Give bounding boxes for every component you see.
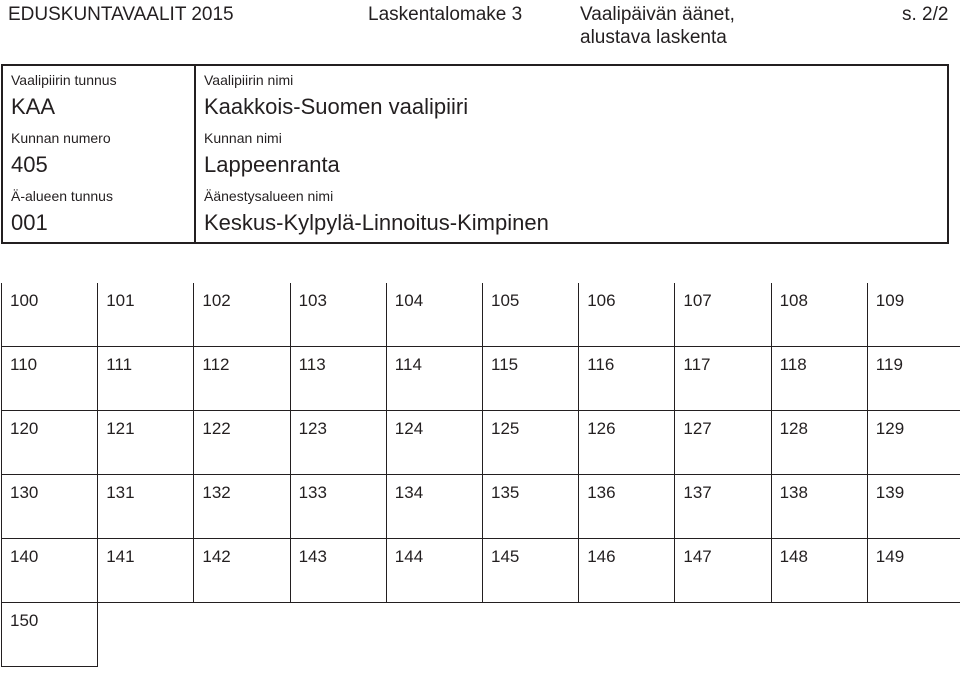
candidate-cell[interactable]: [97, 539, 194, 603]
candidate-cell[interactable]: [290, 539, 387, 603]
candidate-cell[interactable]: [867, 411, 960, 475]
candidate-cell[interactable]: [771, 411, 868, 475]
candidate-cell[interactable]: [771, 539, 868, 603]
candidate-number: 123: [298, 419, 327, 438]
candidate-number: 148: [779, 547, 808, 566]
candidate-cell[interactable]: [674, 475, 771, 539]
candidate-number: 102: [202, 291, 231, 310]
district-id-label: Vaalipiirin tunnus: [11, 72, 117, 88]
candidate-number: 114: [394, 355, 422, 374]
candidate-cell[interactable]: [290, 475, 387, 539]
candidate-cell[interactable]: [97, 411, 194, 475]
candidate-number: 121: [106, 419, 135, 438]
info-divider: [194, 66, 196, 242]
candidate-number: 106: [587, 291, 616, 310]
candidate-number: 115: [491, 355, 519, 374]
candidate-cell[interactable]: [1, 283, 98, 347]
candidate-cell[interactable]: [578, 347, 675, 411]
candidate-number: 130: [10, 483, 39, 502]
candidate-number: 120: [10, 419, 39, 438]
candidate-number: 140: [10, 547, 39, 566]
area-id-value: 001: [11, 210, 48, 235]
candidate-cell[interactable]: [482, 539, 579, 603]
candidate-number: 141: [106, 547, 135, 566]
candidate-number: 113: [298, 355, 326, 374]
candidate-number: 135: [491, 483, 520, 502]
candidate-cell[interactable]: [193, 539, 290, 603]
candidate-cell[interactable]: [578, 411, 675, 475]
area-id-label: Ä-alueen tunnus: [11, 188, 113, 204]
candidate-number: 110: [10, 355, 38, 374]
candidate-cell[interactable]: [1, 347, 98, 411]
candidate-cell[interactable]: [771, 283, 868, 347]
candidate-number: 101: [106, 291, 135, 310]
candidate-cell[interactable]: [97, 283, 194, 347]
candidate-number: 127: [683, 419, 712, 438]
candidate-cell[interactable]: [193, 475, 290, 539]
candidate-number: 116: [587, 355, 615, 374]
candidate-number: 144: [394, 547, 424, 566]
candidate-cell[interactable]: [674, 539, 771, 603]
candidate-number: 147: [683, 547, 712, 566]
candidate-cell[interactable]: [771, 475, 868, 539]
candidate-cell[interactable]: [1, 603, 98, 667]
form-title-line1: Vaalipäivän äänet,: [580, 4, 735, 25]
candidate-cell[interactable]: [867, 283, 960, 347]
candidate-number: 108: [779, 291, 808, 310]
election-title: EDUSKUNTAVAALIT 2015: [8, 4, 234, 25]
candidate-number: 128: [779, 419, 808, 438]
candidate-cell[interactable]: [290, 411, 387, 475]
candidate-number: 109: [875, 291, 905, 310]
candidate-number: 129: [875, 419, 905, 438]
candidate-number: 145: [491, 547, 520, 566]
district-id-value: KAA: [11, 94, 56, 119]
candidate-cell[interactable]: [482, 475, 579, 539]
candidate-number: 119: [875, 355, 903, 374]
candidate-cell[interactable]: [867, 475, 960, 539]
district-name-value: Kaakkois-Suomen vaalipiiri: [204, 94, 469, 119]
candidate-cell[interactable]: [578, 283, 675, 347]
candidate-number: 105: [491, 291, 520, 310]
candidate-cell[interactable]: [386, 475, 483, 539]
candidate-cell[interactable]: [386, 411, 483, 475]
candidate-number: 124: [394, 419, 424, 438]
municipality-name-value: Lappeenranta: [204, 152, 340, 177]
candidate-number: 126: [587, 419, 616, 438]
candidate-number: 150: [10, 611, 39, 630]
candidate-cell[interactable]: [482, 283, 579, 347]
candidate-cell[interactable]: [290, 283, 387, 347]
candidate-number: 132: [202, 483, 231, 502]
candidate-cell[interactable]: [771, 347, 868, 411]
candidate-number: 111: [106, 355, 133, 374]
candidate-number: 133: [298, 483, 327, 502]
candidate-cell[interactable]: [193, 411, 290, 475]
form-header: [0, 0, 960, 50]
candidate-cell[interactable]: [1, 475, 98, 539]
municipality-name-label: Kunnan nimi: [204, 130, 282, 146]
municipality-number-label: Kunnan numero: [11, 130, 111, 146]
candidate-vote-grid: [1, 283, 960, 677]
info-box: [1, 64, 949, 244]
candidate-cell[interactable]: [386, 539, 483, 603]
candidate-number: 131: [106, 483, 135, 502]
candidate-cell[interactable]: [867, 539, 960, 603]
form-title-line2: alustava laskenta: [580, 27, 727, 48]
candidate-cell[interactable]: [578, 539, 675, 603]
candidate-cell[interactable]: [193, 283, 290, 347]
candidate-number: 104: [394, 291, 424, 310]
candidate-cell[interactable]: [1, 411, 98, 475]
candidate-number: 107: [683, 291, 712, 310]
candidate-number: 118: [779, 355, 807, 374]
candidate-cell[interactable]: [290, 347, 387, 411]
candidate-cell[interactable]: [386, 283, 483, 347]
candidate-cell[interactable]: [674, 347, 771, 411]
candidate-number: 100: [10, 291, 39, 310]
candidate-number: 117: [683, 355, 711, 374]
candidate-cell[interactable]: [674, 283, 771, 347]
candidate-cell[interactable]: [97, 475, 194, 539]
form-name: Laskentalomake 3: [368, 4, 523, 25]
candidate-number: 103: [298, 291, 327, 310]
page-number: s. 2/2: [902, 4, 949, 25]
district-name-label: Vaalipiirin nimi: [204, 72, 294, 88]
candidate-number: 125: [491, 419, 520, 438]
candidate-number: 112: [202, 355, 230, 374]
candidate-number: 134: [394, 483, 424, 502]
candidate-cell[interactable]: [674, 411, 771, 475]
candidate-cell[interactable]: [867, 347, 960, 411]
candidate-cell[interactable]: [578, 475, 675, 539]
candidate-number: 142: [202, 547, 231, 566]
area-name-value: Keskus-Kylpylä-Linnoitus-Kimpinen: [204, 210, 549, 235]
candidate-cell[interactable]: [482, 347, 579, 411]
candidate-number: 143: [298, 547, 327, 566]
candidate-number: 149: [875, 547, 905, 566]
area-name-label: Äänestysalueen nimi: [204, 188, 334, 204]
candidate-number: 122: [202, 419, 231, 438]
candidate-number: 139: [875, 483, 905, 502]
candidate-number: 138: [779, 483, 808, 502]
municipality-number-value: 405: [11, 152, 48, 177]
candidate-cell[interactable]: [97, 347, 194, 411]
candidate-number: 146: [587, 547, 616, 566]
candidate-number: 137: [683, 483, 712, 502]
candidate-cell[interactable]: [482, 411, 579, 475]
candidate-number: 136: [587, 483, 616, 502]
candidate-cell[interactable]: [386, 347, 483, 411]
candidate-cell[interactable]: [193, 347, 290, 411]
candidate-cell[interactable]: [1, 539, 98, 603]
